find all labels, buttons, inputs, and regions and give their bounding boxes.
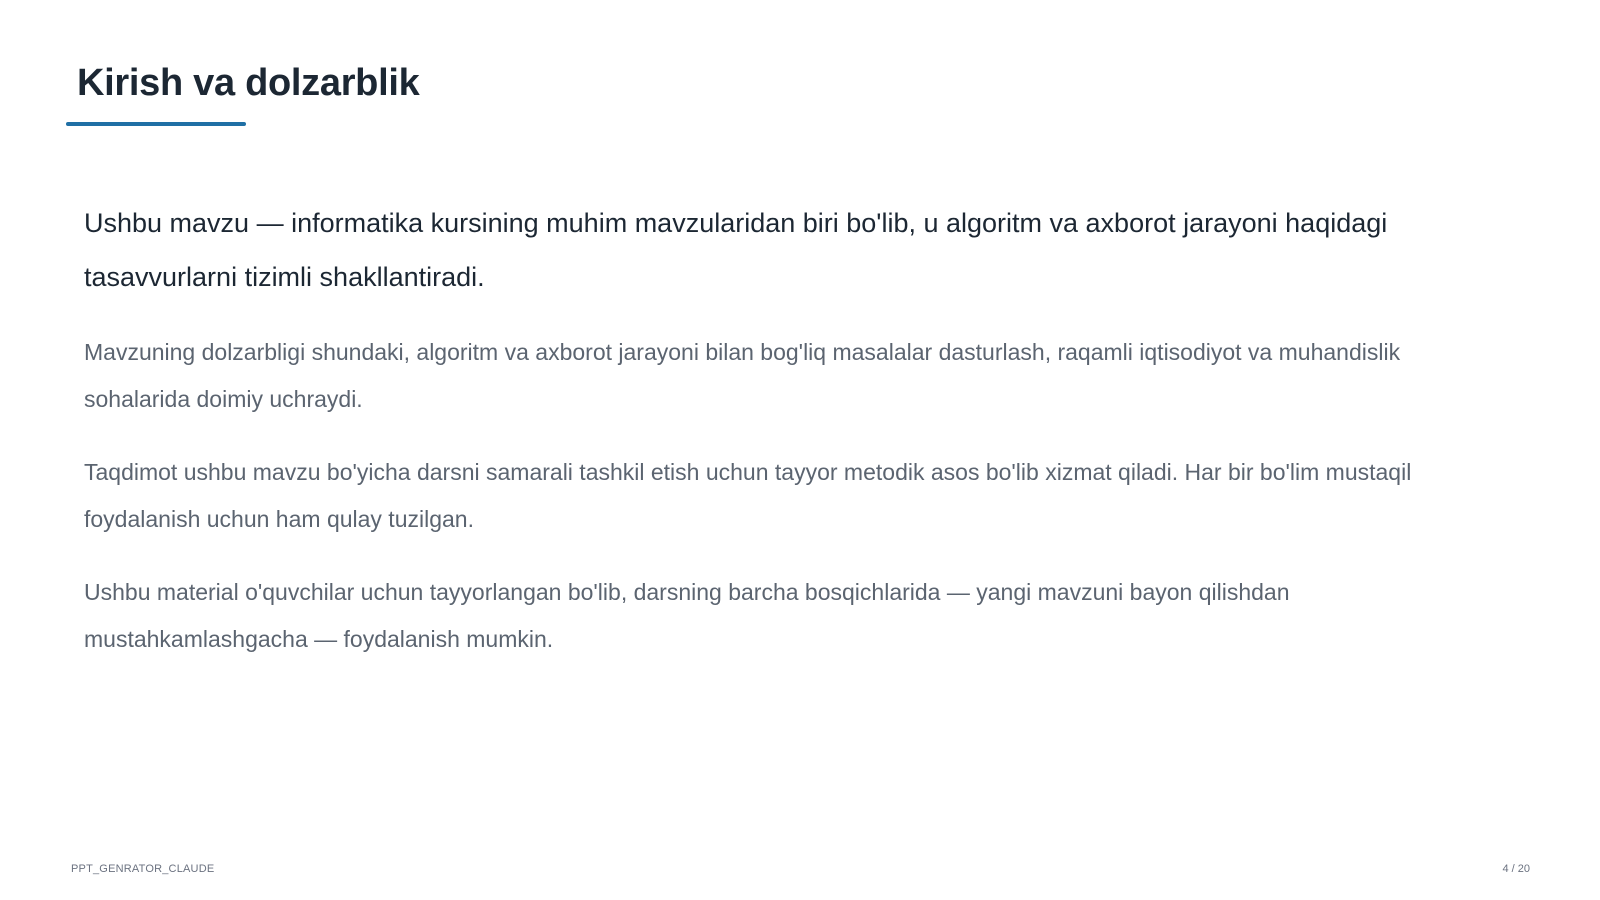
title-underline bbox=[66, 122, 246, 126]
body-paragraph-3: Ushbu material o'quvchilar uchun tayyorlangan bo'lib, darsning barcha bosqichlarida — yangi mavzuni bayon qilishdan mustahkamlashgacha — foydalanish mumkin. bbox=[84, 579, 1290, 652]
slide-title: Kirish va dolzarblik bbox=[77, 62, 420, 104]
body-paragraph-1: Mavzuning dolzarbligi shundaki, algoritm va axborot jarayoni bilan bog'liq masalalar dasturlash, raqamli iqtisodiyot va muhandislik sohalarida doimiy uchraydi. bbox=[84, 339, 1401, 412]
footer-brand: PPT_GENRATOR_CLAUDE bbox=[71, 863, 215, 875]
page-indicator: 4 / 20 bbox=[1502, 863, 1530, 875]
body-paragraph-2: Taqdimot ushbu mavzu bo'yicha darsni samarali tashkil etish uchun tayyor metodik asos bo'lib xizmat qiladi. Har bir bo'lim mustaqil foydalanish uchun ham qulay tuzilgan. bbox=[84, 459, 1412, 532]
lead-paragraph: Ushbu mavzu — informatika kursining muhim mavzularidan biri bo'lib, u algoritm va axborot jarayoni haqidagi tasavvurlarni tizimli shakllantiradi. bbox=[84, 208, 1388, 292]
